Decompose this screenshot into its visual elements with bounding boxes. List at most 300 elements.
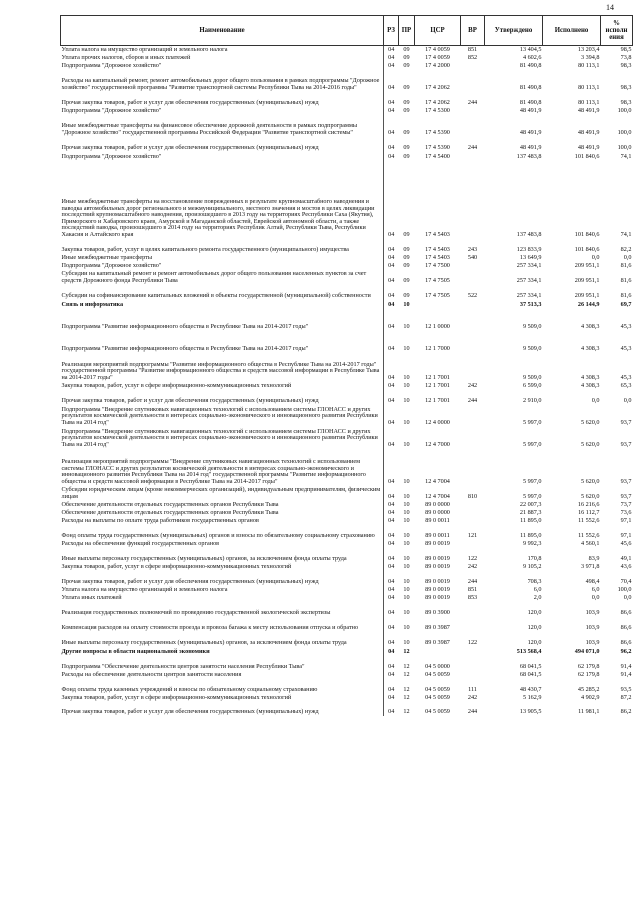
row-percent: 81,6 <box>620 261 632 269</box>
table-row <box>61 571 633 586</box>
row-name: Расходы на выплаты по оплате труда работников государственных органов <box>61 516 259 524</box>
row-csr: 17 4 5390 <box>425 128 450 136</box>
row-pr: 09 <box>403 245 410 253</box>
row-executed: 4 308,3 <box>580 381 600 389</box>
row-percent: 45,3 <box>620 344 632 352</box>
row-percent: 100,0 <box>617 585 632 593</box>
row-name: Подпрограмма "Внедрение спутниковых навигационных технологий с использованием системы ГЛОНАСС и других результатов космической деятельности в интересах социально-экономического и инновационного развития Республики Тыва на 2014 год" <box>61 405 378 426</box>
row-rz: 04 <box>384 107 399 115</box>
table-row <box>61 152 633 161</box>
row-approved: 9 509,0 <box>522 322 542 330</box>
row-pr: 10 <box>403 623 410 631</box>
row-percent: 86,6 <box>620 623 632 631</box>
row-pr: 09 <box>403 291 410 299</box>
row-vr <box>461 161 485 239</box>
row-csr: 04 5 0059 <box>425 707 450 715</box>
row-pr: 10 <box>403 373 410 381</box>
row-csr: 12 4 0000 <box>425 418 450 426</box>
header-vr: ВР <box>461 16 485 46</box>
row-rz: 04 <box>384 548 399 563</box>
row-executed: 48 491,9 <box>577 106 600 114</box>
row-percent: 73,6 <box>620 508 632 516</box>
row-approved: 170,8 <box>527 554 542 562</box>
row-approved: 4 602,6 <box>522 53 542 61</box>
table-row <box>61 62 633 70</box>
row-name: Реализация мероприятий подпрограммы "Развитие информационного общества в Республике Тыва на 2014-2017 годы" государственной программы "Развитие информационного общества и средств массовой информации в Республике Тыва на 2014-2017 годы" <box>61 360 380 381</box>
row-csr: 89 0 0019 <box>425 577 450 585</box>
row-executed: 80 113,1 <box>578 83 600 91</box>
row-approved: 5 997,0 <box>522 418 542 426</box>
row-name: Уплата прочих налогов, сборов и иных платежей <box>61 53 191 61</box>
row-executed: 3 394,8 <box>580 53 600 61</box>
page-number: 14 <box>606 3 614 12</box>
row-executed: 0,0 <box>591 396 600 404</box>
row-pr: 10 <box>403 322 410 330</box>
row-rz: 04 <box>384 152 399 161</box>
row-vr <box>461 115 485 137</box>
row-vr <box>461 107 485 115</box>
table-row <box>61 353 633 382</box>
row-percent: 91,4 <box>620 662 632 670</box>
row-vr <box>461 300 485 309</box>
row-name: Прочая закупка товаров, работ и услуг для обеспечения государственных (муниципальных) нужд <box>61 707 319 715</box>
row-rz: 04 <box>384 309 399 331</box>
row-csr: 12 1 7001 <box>425 396 450 404</box>
row-csr: 17 4 5400 <box>425 152 450 160</box>
row-name: Прочая закупка товаров, работ и услуг для обеспечения государственных (муниципальных) нужд <box>61 396 319 404</box>
row-rz: 04 <box>384 486 399 501</box>
row-percent: 100,0 <box>617 143 632 151</box>
row-name: Закупка товаров, работ, услуг в сфере информационно-коммуникационных технологий <box>61 381 292 389</box>
row-approved: 37 513,3 <box>519 300 542 308</box>
row-pr: 10 <box>403 516 410 524</box>
row-executed: 3 971,8 <box>580 562 600 570</box>
row-pr: 12 <box>403 685 410 693</box>
row-vr <box>461 656 485 671</box>
row-percent: 69,7 <box>620 300 632 308</box>
row-vr: 242 <box>467 381 478 389</box>
row-name: Прочая закупка товаров, работ и услуг для обеспечения государственных (муниципальных) нужд <box>61 98 319 106</box>
row-pr: 12 <box>403 693 410 701</box>
row-vr <box>461 427 485 449</box>
row-rz: 04 <box>384 427 399 449</box>
row-vr: 244 <box>467 98 478 106</box>
row-csr: 12 4 7004 <box>425 477 450 485</box>
row-csr: 12 4 7004 <box>425 492 450 500</box>
table-row <box>61 46 633 54</box>
row-percent: 73,8 <box>620 53 632 61</box>
row-rz: 04 <box>384 353 399 382</box>
row-vr: 244 <box>467 143 478 151</box>
table-row <box>61 161 633 239</box>
row-vr <box>461 449 485 486</box>
row-approved: 5 997,0 <box>522 477 542 485</box>
table-row <box>61 137 633 152</box>
header-percent: % исполн ения <box>601 16 633 46</box>
row-executed: 6,0 <box>591 585 600 593</box>
row-pr: 10 <box>403 585 410 593</box>
table-row <box>61 270 633 285</box>
row-percent: 0,0 <box>623 396 632 404</box>
row-pr: 09 <box>403 276 410 284</box>
row-vr <box>461 70 485 92</box>
row-percent: 87,2 <box>620 693 632 701</box>
row-name: Связь и информатика <box>61 300 124 308</box>
row-executed: 5 620,0 <box>580 418 600 426</box>
row-executed: 5 620,0 <box>580 477 600 485</box>
table-body <box>61 46 633 716</box>
row-executed: 62 179,8 <box>577 670 600 678</box>
row-pr: 09 <box>403 83 410 91</box>
row-csr: 89 0 0000 <box>425 500 450 508</box>
row-approved: 22 007,3 <box>519 500 542 508</box>
row-csr: 89 0 0019 <box>425 554 450 562</box>
row-vr <box>461 517 485 525</box>
row-vr <box>461 540 485 548</box>
row-csr: 89 0 0011 <box>425 531 450 539</box>
row-name: Субсидии на софинансирование капитальных вложений в объекты государственной (муниципальной) собственности <box>61 291 371 299</box>
row-approved: 9 992,3 <box>522 539 542 547</box>
row-executed: 4 308,3 <box>580 322 600 330</box>
row-percent: 81,6 <box>620 276 632 284</box>
row-vr: 243 <box>467 245 478 253</box>
row-executed: 16 112,7 <box>578 508 600 516</box>
row-pr: 10 <box>403 477 410 485</box>
table-row <box>61 517 633 525</box>
row-name: Подпрограмма "Дорожное хозяйство" <box>61 261 162 269</box>
row-approved: 120,0 <box>527 608 542 616</box>
table-row <box>61 647 633 656</box>
row-approved: 81 490,8 <box>519 83 542 91</box>
row-executed: 101 840,6 <box>574 245 600 253</box>
row-name: Иные межбюджетные трансферты на восстановление поврежденных в результате крупномасштабного наводнения и паводка автомобильных дорог регионального и межмуниципального, местного значения и мостов в целях ликвидации последствий крупномасштабного наводнения, произошедшего в 2013 году на территориях Республики Саха (Якутия), Приморского и Хабаровского краев, Амурской и Магаданской областей, Еврейской автономной области, а также последствий паводка, произошедшего в 2014 году на территориях Республик Алтай, Республики Тыва, Республики Хакасия и Алтайского края <box>61 198 375 238</box>
row-pr: 09 <box>403 45 410 53</box>
table-row <box>61 449 633 486</box>
header-csr: ЦСР <box>415 16 461 46</box>
table-row <box>61 107 633 115</box>
row-csr: 89 0 0019 <box>425 539 450 547</box>
row-approved: 48 491,9 <box>519 143 542 151</box>
row-percent: 93,7 <box>620 418 632 426</box>
row-rz: 04 <box>384 382 399 390</box>
row-percent: 45,3 <box>620 322 632 330</box>
row-percent: 49,1 <box>620 554 632 562</box>
row-pr: 09 <box>403 261 410 269</box>
row-csr: 89 0 0019 <box>425 585 450 593</box>
row-vr <box>461 262 485 270</box>
table-row <box>61 285 633 300</box>
row-vr <box>461 152 485 161</box>
row-csr <box>415 647 461 656</box>
table-row <box>61 427 633 449</box>
row-name: Подпрограмма "Дорожное хозяйство" <box>61 106 162 114</box>
row-approved: 137 483,8 <box>516 230 542 238</box>
row-vr: 810 <box>467 492 478 500</box>
row-vr: 122 <box>467 638 478 646</box>
row-csr: 17 4 2000 <box>425 61 450 69</box>
table-row <box>61 115 633 137</box>
table-row <box>61 390 633 405</box>
row-vr: 122 <box>467 554 478 562</box>
row-vr <box>461 617 485 632</box>
row-name: Уплата налога на имущество организаций и земельного налога <box>61 585 228 593</box>
table-row <box>61 563 633 571</box>
row-executed: 0,0 <box>591 593 600 601</box>
row-approved: 2,0 <box>533 593 542 601</box>
row-name: Подпрограмма "Дорожное хозяйство" <box>61 152 162 160</box>
row-executed: 80 113,1 <box>578 98 600 106</box>
row-executed: 48 491,9 <box>577 128 600 136</box>
row-rz: 04 <box>384 671 399 679</box>
row-approved: 21 887,3 <box>519 508 542 516</box>
row-approved: 257 334,1 <box>516 276 542 284</box>
row-approved: 11 895,0 <box>520 516 542 524</box>
row-rz: 04 <box>384 390 399 405</box>
row-approved: 48 430,7 <box>519 685 542 693</box>
table-row <box>61 702 633 716</box>
table-row <box>61 486 633 501</box>
table-row <box>61 679 633 694</box>
row-percent: 86,6 <box>620 608 632 616</box>
row-csr: 17 4 7500 <box>425 261 450 269</box>
row-csr: 17 4 0059 <box>425 53 450 61</box>
row-approved: 137 483,8 <box>516 152 542 160</box>
table-row <box>61 331 633 353</box>
table-row <box>61 70 633 92</box>
row-csr: 17 4 5300 <box>425 106 450 114</box>
row-approved: 81 490,8 <box>519 98 542 106</box>
row-rz: 04 <box>384 679 399 694</box>
row-percent: 98,3 <box>620 83 632 91</box>
row-csr: 89 0 0019 <box>425 593 450 601</box>
row-executed: 209 951,1 <box>574 291 600 299</box>
row-name: Закупка товаров, работ, услуг в сфере информационно-коммуникационных технологий <box>61 693 292 701</box>
table-row <box>61 501 633 509</box>
row-name: Иные выплаты персоналу государственных (муниципальных) органов, за исключением фонда оплаты труда <box>61 638 347 646</box>
row-pr: 10 <box>403 300 410 308</box>
row-name: Расходы на капитальный ремонт, ремонт автомобильных дорог общего пользования в рамках подпрограммы "Дорожное хозяйство" государственной программы "Развитие транспортной системы Республики Тыва на 2014-2016 годы" <box>61 77 380 91</box>
row-percent: 91,4 <box>620 670 632 678</box>
row-pr: 09 <box>403 143 410 151</box>
row-pr: 09 <box>403 152 410 160</box>
row-rz: 04 <box>384 46 399 54</box>
row-name: Обеспечение деятельности отдельных государственных органов Республики Тыва <box>61 500 279 508</box>
row-name: Реализация государственных полномочий по проведению государственной экологической экспертизы <box>61 608 331 616</box>
row-name: Прочая закупка товаров, работ и услуг для обеспечения государственных (муниципальных) нужд <box>61 577 319 585</box>
row-rz: 04 <box>384 571 399 586</box>
table-row <box>61 262 633 270</box>
row-csr: 17 4 0059 <box>425 45 450 53</box>
header-pr: ПР <box>399 16 415 46</box>
row-csr: 89 0 0011 <box>425 516 450 524</box>
row-rz: 04 <box>384 656 399 671</box>
row-csr: 12 1 0000 <box>425 322 450 330</box>
row-approved: 68 041,5 <box>519 662 542 670</box>
row-vr: 853 <box>467 593 478 601</box>
row-pr: 12 <box>403 647 410 655</box>
row-rz: 04 <box>384 525 399 540</box>
row-percent: 98,3 <box>620 61 632 69</box>
row-rz: 04 <box>384 115 399 137</box>
row-approved: 5 997,0 <box>522 440 542 448</box>
row-name: Закупка товаров, работ, услуг в сфере информационно-коммуникационных технологий <box>61 562 292 570</box>
row-percent: 86,2 <box>620 707 632 715</box>
row-pr: 10 <box>403 396 410 404</box>
row-percent: 86,6 <box>620 638 632 646</box>
table-row <box>61 300 633 309</box>
row-rz: 04 <box>384 239 399 254</box>
table-row <box>61 239 633 254</box>
row-approved: 5 162,9 <box>522 693 542 701</box>
row-csr: 89 0 0000 <box>425 508 450 516</box>
row-csr: 17 4 5390 <box>425 143 450 151</box>
row-csr: 89 0 3987 <box>425 638 450 646</box>
row-vr: 851 <box>467 585 478 593</box>
table-row <box>61 540 633 548</box>
budget-table <box>60 15 633 716</box>
row-executed: 11 552,6 <box>578 531 600 539</box>
row-pr: 10 <box>403 418 410 426</box>
row-vr: 242 <box>467 562 478 570</box>
row-pr: 10 <box>403 500 410 508</box>
row-name: Подпрограмма "Развитие информационного общества в Республике Тыва на 2014-2017 годы" <box>61 322 309 330</box>
row-csr: 12 1 7001 <box>425 381 450 389</box>
row-executed: 209 951,1 <box>574 276 600 284</box>
row-pr: 10 <box>403 562 410 570</box>
row-percent: 74,1 <box>620 152 632 160</box>
row-pr: 10 <box>403 577 410 585</box>
row-rz: 04 <box>384 563 399 571</box>
row-percent: 81,6 <box>620 291 632 299</box>
row-pr: 12 <box>403 670 410 678</box>
row-approved: 6,0 <box>533 585 542 593</box>
row-approved: 68 041,5 <box>519 670 542 678</box>
row-percent: 45,3 <box>620 373 632 381</box>
row-approved: 9 105,2 <box>522 562 542 570</box>
row-approved: 48 491,9 <box>519 128 542 136</box>
row-csr: 89 0 3900 <box>425 608 450 616</box>
row-percent: 73,7 <box>620 500 632 508</box>
row-name: Подпрограмма "Обеспечение деятельности центров занятости населения Республики Тыва" <box>61 662 305 670</box>
row-percent: 0,0 <box>623 593 632 601</box>
row-percent: 45,6 <box>620 539 632 547</box>
row-pr: 10 <box>403 539 410 547</box>
row-name: Субсидии юридическим лицам (кроме некоммерческих организаций), индивидуальным предпринимателям, физическим лицам <box>61 486 381 500</box>
row-rz: 04 <box>384 137 399 152</box>
row-percent: 74,1 <box>620 230 632 238</box>
row-rz: 04 <box>384 331 399 353</box>
row-executed: 4 902,9 <box>580 693 600 701</box>
row-approved: 13 649,9 <box>519 253 542 261</box>
row-rz: 04 <box>384 449 399 486</box>
row-rz: 04 <box>384 254 399 262</box>
row-approved: 123 833,9 <box>516 245 542 253</box>
row-pr: 10 <box>403 381 410 389</box>
row-rz: 04 <box>384 405 399 427</box>
row-csr: 17 4 7505 <box>425 291 450 299</box>
row-vr <box>461 62 485 70</box>
row-percent: 100,0 <box>617 106 632 114</box>
row-pr: 10 <box>403 508 410 516</box>
row-rz: 04 <box>384 617 399 632</box>
row-csr: 12 1 7000 <box>425 344 450 352</box>
row-vr <box>461 270 485 285</box>
row-executed: 103,9 <box>585 608 600 616</box>
row-vr <box>461 647 485 656</box>
row-percent: 70,4 <box>620 577 632 585</box>
row-approved: 257 334,1 <box>516 261 542 269</box>
row-rz: 04 <box>384 92 399 107</box>
row-name: Уплата налога на имущество организаций и земельного налога <box>61 45 228 53</box>
table-row <box>61 694 633 702</box>
row-pr: 09 <box>403 53 410 61</box>
row-percent: 97,1 <box>620 531 632 539</box>
row-percent: 93,7 <box>620 477 632 485</box>
row-name: Иные межбюджетные трансферты <box>61 253 152 261</box>
row-name: Субсидии на капитальный ремонт и ремонт автомобильных дорог общего пользования населенных пунктов за счет средств Дорожного фонда Республики Тыва <box>61 270 367 284</box>
row-csr: 89 0 3987 <box>425 623 450 631</box>
row-name: Подпрограмма "Развитие информационного общества в Республике Тыва на 2014-2017 годы" <box>61 344 309 352</box>
row-pr: 09 <box>403 230 410 238</box>
row-pr: 10 <box>403 440 410 448</box>
row-percent: 98,3 <box>620 98 632 106</box>
row-csr: 12 4 7000 <box>425 440 450 448</box>
row-executed: 494 071,0 <box>574 647 600 655</box>
row-approved: 5 997,0 <box>522 492 542 500</box>
header-approved: Утверждено <box>485 16 543 46</box>
row-approved: 120,0 <box>527 638 542 646</box>
row-percent: 93,5 <box>620 685 632 693</box>
table-row <box>61 656 633 671</box>
row-rz: 04 <box>384 647 399 656</box>
row-name: Реализация мероприятий подпрограммы "Внедрение спутниковых навигационных технологий с использованием системы ГЛОНАСС и других результатов космической деятельности в интересах социально-экономического и инновационного развития Республики Тыва на 2014 год" государственной программы "Развитие информационного общества и средств массовой информации в Республике Тыва на 2014-2017 годы" <box>61 458 366 485</box>
row-pr: 12 <box>403 707 410 715</box>
row-executed: 26 144,9 <box>577 300 600 308</box>
row-pr: 09 <box>403 128 410 136</box>
row-vr <box>461 501 485 509</box>
header-row <box>61 16 633 46</box>
table-row <box>61 92 633 107</box>
row-executed: 4 308,3 <box>580 344 600 352</box>
table-row <box>61 594 633 602</box>
row-name: Расходы на обеспечение функций государственных органов <box>61 539 220 547</box>
row-executed: 103,9 <box>585 623 600 631</box>
row-percent: 93,7 <box>620 492 632 500</box>
row-percent: 93,7 <box>620 440 632 448</box>
row-pr: 12 <box>403 662 410 670</box>
row-rz: 04 <box>384 161 399 239</box>
row-approved: 9 509,0 <box>522 373 542 381</box>
row-csr: 04 5 0000 <box>425 662 450 670</box>
row-vr <box>461 309 485 331</box>
row-percent: 96,2 <box>620 647 632 655</box>
row-rz: 04 <box>384 62 399 70</box>
row-csr: 17 4 5403 <box>425 253 450 261</box>
row-vr: 244 <box>467 396 478 404</box>
row-approved: 257 334,1 <box>516 291 542 299</box>
row-vr <box>461 331 485 353</box>
row-name: Обеспечение деятельности отдельных государственных органов Республики Тыва <box>61 508 279 516</box>
row-vr: 522 <box>467 291 478 299</box>
row-percent: 43,6 <box>620 562 632 570</box>
row-executed: 209 951,1 <box>574 261 600 269</box>
header-rz: РЗ <box>384 16 399 46</box>
row-percent: 100,0 <box>617 128 632 136</box>
row-vr: 242 <box>467 693 478 701</box>
row-executed: 0,0 <box>591 253 600 261</box>
row-rz: 04 <box>384 632 399 647</box>
row-csr: 17 4 5403 <box>425 245 450 253</box>
